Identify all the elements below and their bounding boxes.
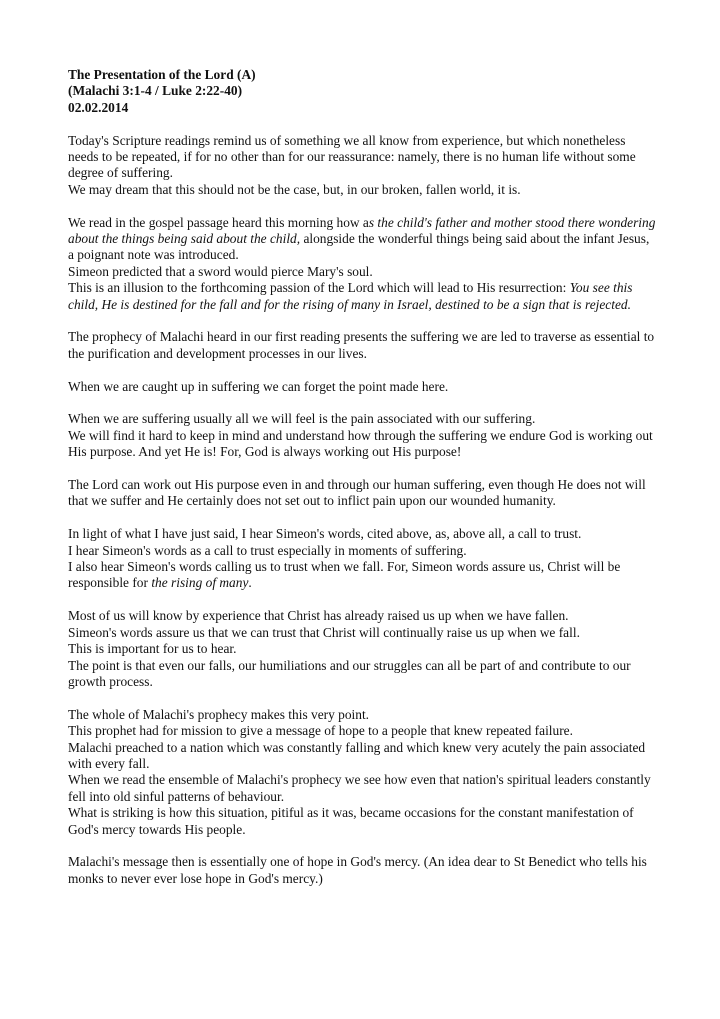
paragraph: In light of what I have just said, I hear Simeon's words, cited above, as, above all, a call to trust. (68, 526, 582, 542)
paragraph (68, 215, 658, 264)
document-page (68, 67, 658, 887)
paragraph-block-8 (68, 608, 658, 690)
paragraph-block-5 (68, 411, 658, 460)
paragraph: This prophet had for mission to give a message of hope to a people that knew repeated failure. (68, 723, 573, 739)
paragraph: Malachi's message then is essentially one of hope in God's mercy. (An idea dear to St Benedict who tells his monks to never ever lose hope in God's mercy.) (68, 854, 647, 886)
paragraph: When we read the ensemble of Malachi's prophecy we see how even that nation's spiritual leaders constantly fell into old sinful patterns of behaviour. (68, 772, 651, 804)
paragraph: When we are caught up in suffering we can forget the point made here. (68, 378, 449, 394)
text-run: We read in the gospel passage heard this morning how a (68, 214, 369, 230)
paragraph: Today's Scripture readings remind us of something we all know from experience, but which nonetheless needs to be repeated, if for no other than for our reassurance: namely, there is no human life without some degree of suffering. (68, 132, 636, 181)
sermon-title: The Presentation of the Lord (A) (68, 67, 256, 82)
paragraph: The prophecy of Malachi heard in our first reading presents the suffering we are led to traverse as essential to the purification and development processes in our lives. (68, 329, 655, 361)
document-header (68, 67, 658, 116)
paragraph: Malachi preached to a nation which was constantly falling and which knew very acutely the pain associated with every fall. (68, 739, 646, 771)
simeon-quote: You see this child, He is destined for the fall and for the rising of many in Israel, destined to be a sign that is rejected. (68, 280, 633, 312)
text-run: I also hear Simeon's words calling us to trust when we fall. For, Simeon words assure us, Christ will be responsible for (68, 559, 621, 591)
paragraph-block-2 (68, 215, 658, 313)
rising-quote: the rising of many (151, 575, 249, 591)
paragraph: Simeon's words assure us that we can trust that Christ will continually raise us up when we fall. (68, 624, 580, 640)
paragraph-block-6 (68, 477, 658, 510)
paragraph (68, 280, 658, 313)
paragraph-block-9 (68, 707, 658, 838)
paragraph: Most of us will know by experience that Christ has already raised us up when we have fallen. (68, 608, 569, 624)
text-run: This is an illusion to the forthcoming passion of the Lord which will lead to His resurrection: (68, 280, 570, 296)
text-run: . (248, 575, 252, 591)
paragraph-block-3 (68, 329, 658, 362)
paragraph-block-1 (68, 133, 658, 199)
text-run: alongside the wonderful things being said about the infant Jesus, a poignant note was introduced. (68, 231, 650, 263)
paragraph: I hear Simeon's words as a call to trust especially in moments of suffering. (68, 542, 467, 558)
paragraph: Simeon predicted that a sword would pierce Mary's soul. (68, 263, 373, 279)
gospel-quote: s the child's father and mother stood there wondering about the things being said about the child, (68, 214, 656, 247)
paragraph-block-10 (68, 854, 658, 887)
paragraph: This is important for us to hear. (68, 641, 237, 657)
scripture-reference: (Malachi 3:1-4 / Luke 2:22-40) (68, 83, 243, 99)
paragraph: The whole of Malachi's prophecy makes this very point. (68, 706, 370, 722)
paragraph-block-4 (68, 379, 658, 395)
paragraph (68, 559, 658, 592)
paragraph: The point is that even our falls, our humiliations and our struggles can all be part of and contribute to our growth process. (68, 657, 631, 689)
paragraph-block-7 (68, 526, 658, 592)
paragraph: When we are suffering usually all we will feel is the pain associated with our suffering. (68, 411, 536, 427)
paragraph: We will find it hard to keep in mind and understand how through the suffering we endure God is working out His purpose. And yet He is! For, God is always working out His purpose! (68, 427, 653, 460)
paragraph: We may dream that this should not be the case, but, in our broken, fallen world, it is. (68, 181, 521, 197)
paragraph: The Lord can work out His purpose even in and through our human suffering, even though He does not will that we suffer and He certainly does not set out to inflict pain upon our wounded humanity. (68, 477, 646, 509)
sermon-date: 02.02.2014 (68, 99, 129, 115)
paragraph: What is striking is how this situation, pitiful as it was, became occasions for the constant manifestation of God's mercy towards His people. (68, 805, 634, 837)
